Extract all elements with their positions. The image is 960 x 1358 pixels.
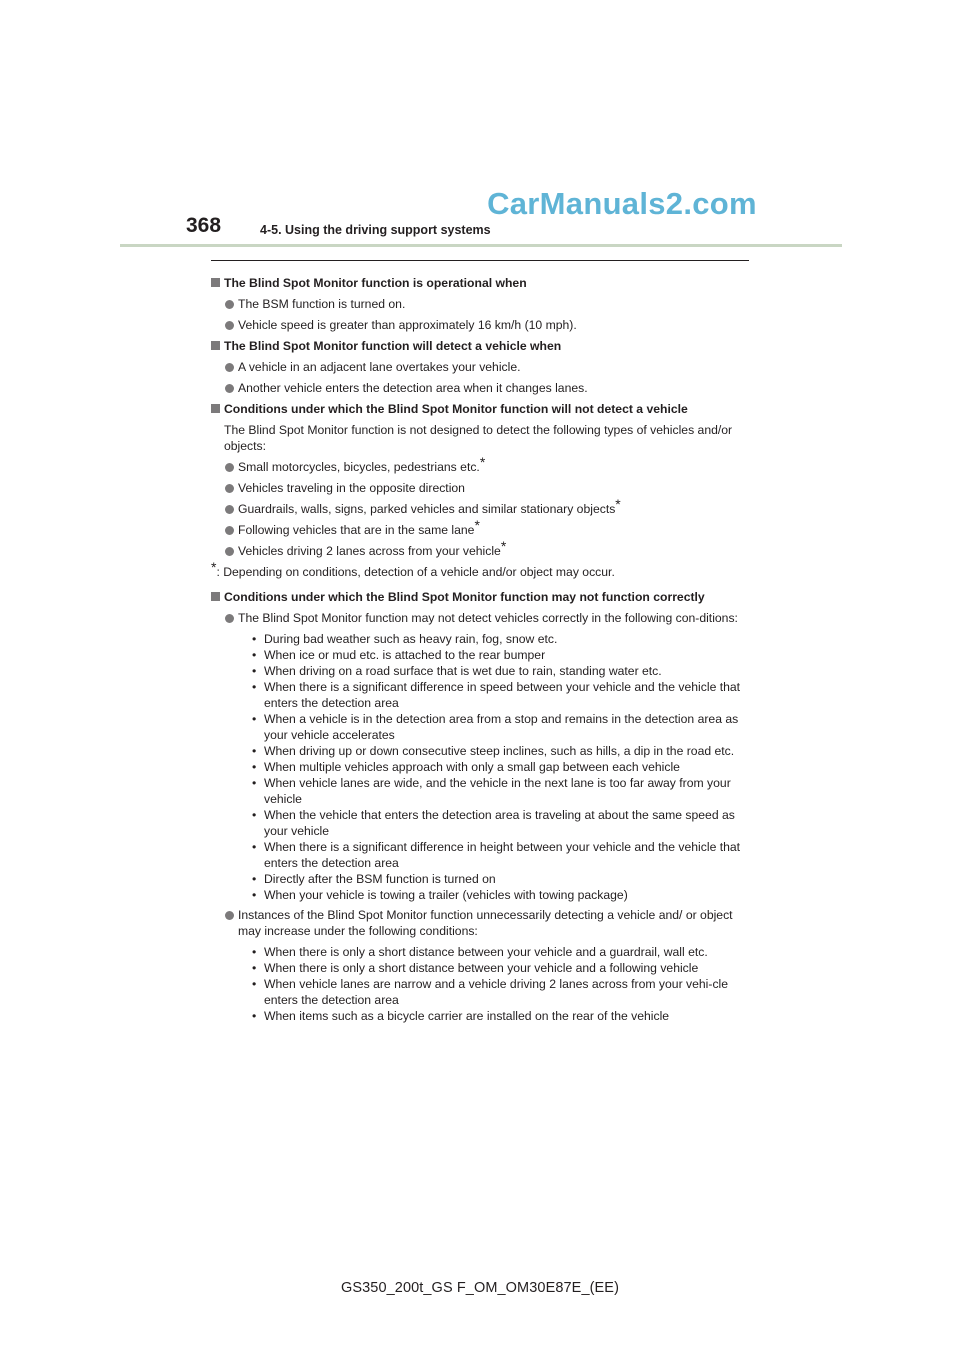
section-heading: [211, 589, 751, 605]
sub-list-item: [252, 663, 751, 679]
sub-bullet-mark: •: [252, 760, 257, 774]
bullet-text: The BSM function is turned on.: [238, 297, 406, 311]
document-code: GS350_200t_GS F_OM_OM30E87E_(EE): [340, 1280, 620, 1296]
square-bullet-icon: [211, 404, 220, 413]
sub-list-item: [252, 839, 751, 871]
sub-list: [211, 631, 751, 903]
sub-list-text: When vehicle lanes are wide, and the vehicle in the next lane is too far away from your vehicle: [264, 776, 731, 806]
heading-text: Conditions under which the Blind Spot Monitor function may not function correctly: [224, 590, 705, 604]
sub-bullet-mark: •: [252, 808, 257, 822]
bullet-item: [211, 517, 751, 538]
header-rule: [120, 244, 842, 247]
sub-list-text: When there is a significant difference in speed between your vehicle and the vehicle that enters the detection area: [264, 680, 741, 710]
sub-list: [211, 944, 751, 1024]
sub-list-item: [252, 743, 751, 759]
sub-list-item: [252, 807, 751, 839]
footnote-marker: *: [211, 559, 217, 575]
sub-bullet-mark: •: [252, 961, 257, 975]
sub-bullet-mark: •: [252, 888, 257, 902]
heading-text: Conditions under which the Blind Spot Monitor function will not detect a vehicle: [224, 402, 688, 416]
circle-bullet-icon: [225, 484, 234, 493]
square-bullet-icon: [211, 341, 220, 350]
circle-bullet-icon: [225, 384, 234, 393]
sub-bullet-mark: •: [252, 680, 257, 694]
footnote-marker: *: [615, 496, 621, 512]
sub-list-item: [252, 1008, 751, 1024]
bullet-item: [211, 538, 751, 559]
bullet-item: [211, 380, 751, 396]
footnote-marker: *: [500, 538, 507, 554]
circle-bullet-icon: [225, 547, 234, 556]
bullet-item: [211, 454, 751, 475]
sub-bullet-mark: •: [252, 840, 257, 854]
bullet-item: [211, 359, 751, 375]
bullet-item: [211, 496, 751, 517]
sub-list-item: [252, 960, 751, 976]
circle-bullet-icon: [225, 526, 234, 535]
circle-bullet-icon: [225, 363, 234, 372]
sub-bullet-mark: •: [252, 776, 257, 790]
circle-bullet-icon: [225, 463, 234, 472]
bullet-text: Instances of the Blind Spot Monitor function unnecessarily detecting a vehicle and/ or object may increase under the following conditions:: [238, 908, 733, 938]
sub-bullet-mark: •: [252, 648, 257, 662]
bullet-text: Following vehicles that are in the same lane: [238, 523, 475, 537]
sub-list-text: When items such as a bicycle carrier are installed on the rear of the vehicle: [264, 1009, 670, 1023]
bullet-item: [211, 480, 751, 496]
sub-list-item: [252, 679, 751, 711]
sub-bullet-mark: •: [252, 945, 257, 959]
sub-list-text: When multiple vehicles approach with only a small gap between each vehicle: [264, 760, 680, 774]
sub-list-item: [252, 887, 751, 903]
sub-bullet-mark: •: [252, 977, 257, 991]
bullet-text: Vehicles traveling in the opposite direction: [238, 481, 465, 495]
sub-list-text: When there is only a short distance between your vehicle and a guardrail, wall etc.: [264, 945, 708, 959]
sub-list-text: Directly after the BSM function is turned on: [264, 872, 496, 886]
section-heading: [211, 401, 751, 417]
bullet-text: Guardrails, walls, signs, parked vehicles and similar stationary objects: [238, 502, 616, 516]
bullet-item: [211, 296, 751, 312]
sub-bullet-mark: •: [252, 712, 257, 726]
bullet-text: The Blind Spot Monitor function may not detect vehicles correctly in the following con-ditions:: [238, 611, 738, 625]
sub-list-text: During bad weather such as heavy rain, fog, snow etc.: [264, 632, 558, 646]
sub-list-item: [252, 711, 751, 743]
sub-list-text: When the vehicle that enters the detection area is traveling at about the same speed as your vehicle: [264, 808, 735, 838]
bullet-item: [211, 610, 751, 626]
sub-bullet-mark: •: [252, 872, 257, 886]
footnote-marker: *: [479, 454, 486, 470]
heading-text: The Blind Spot Monitor function is operational when: [224, 276, 527, 290]
sub-list-item: [252, 976, 751, 1008]
section-heading: [211, 338, 751, 354]
bullet-text: A vehicle in an adjacent lane overtakes your vehicle.: [238, 360, 521, 374]
page-content: [211, 270, 751, 1028]
bullet-text: Vehicles driving 2 lanes across from your vehicle: [238, 544, 501, 558]
sub-list-text: When ice or mud etc. is attached to the rear bumper: [264, 648, 546, 662]
sub-list-item: [252, 871, 751, 887]
sub-list-item: [252, 759, 751, 775]
section-title: 4-5. Using the driving support systems: [260, 223, 491, 237]
bullet-item: [211, 907, 751, 939]
bullet-text: Small motorcycles, bicycles, pedestrians etc.: [238, 460, 480, 474]
content-top-rule: [211, 260, 749, 261]
sub-list-item: [252, 647, 751, 663]
sub-list-text: When driving up or down consecutive steep inclines, such as hills, a dip in the road etc.: [264, 744, 735, 758]
sub-bullet-mark: •: [252, 664, 257, 678]
circle-bullet-icon: [225, 321, 234, 330]
sub-list-item: [252, 775, 751, 807]
sub-list-text: When your vehicle is towing a trailer (vehicles with towing package): [264, 888, 628, 902]
bullet-text: Vehicle speed is greater than approximately 16 km/h (10 mph).: [238, 318, 577, 332]
circle-bullet-icon: [225, 300, 234, 309]
square-bullet-icon: [211, 278, 220, 287]
heading-text: The Blind Spot Monitor function will detect a vehicle when: [224, 339, 562, 353]
sub-bullet-mark: •: [252, 744, 257, 758]
footnote-text: : Depending on conditions, detection of a vehicle and/or object may occur.: [216, 565, 615, 579]
bullet-item: [211, 317, 751, 333]
sub-list-text: When vehicle lanes are narrow and a vehicle driving 2 lanes across from your vehi-cle enters the detection area: [264, 977, 729, 1007]
footnote-marker: *: [474, 517, 480, 533]
page-number: 368: [186, 214, 222, 237]
sub-list-item: [252, 944, 751, 960]
bullet-text: Another vehicle enters the detection area when it changes lanes.: [238, 381, 588, 395]
footnote: [211, 559, 751, 580]
sub-bullet-mark: •: [252, 1009, 257, 1023]
sub-list-text: When there is a significant difference in height between your vehicle and the vehicle that enters the detection area: [264, 840, 741, 870]
square-bullet-icon: [211, 592, 220, 601]
sub-list-text: When driving on a road surface that is wet due to rain, standing water etc.: [264, 664, 662, 678]
sub-list-item: [252, 631, 751, 647]
sub-list-text: When there is only a short distance between your vehicle and a following vehicle: [264, 961, 699, 975]
section-heading: [211, 275, 751, 291]
circle-bullet-icon: [225, 911, 234, 920]
paragraph: The Blind Spot Monitor function is not designed to detect the following types of vehicles and/or objects:: [224, 423, 733, 453]
circle-bullet-icon: [225, 505, 234, 514]
sub-bullet-mark: •: [252, 632, 257, 646]
circle-bullet-icon: [225, 614, 234, 623]
sub-list-text: When a vehicle is in the detection area from a stop and remains in the detection area as your vehicle accelerates: [264, 712, 739, 742]
watermark-logo: CarManuals2.com: [487, 186, 757, 221]
